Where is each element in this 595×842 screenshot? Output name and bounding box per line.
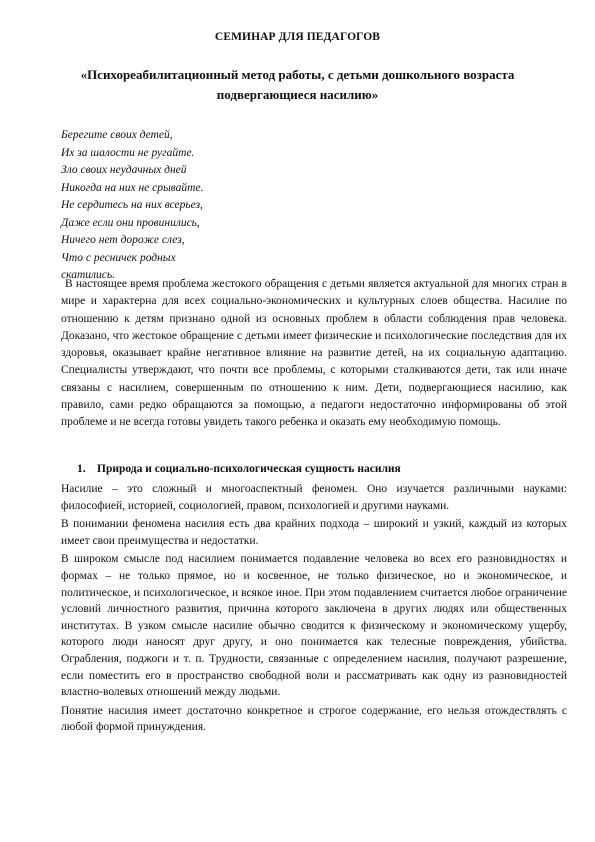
poem-line: Зло своих неудачных дней	[61, 164, 187, 176]
section-body	[61, 481, 567, 738]
body-paragraph: Понятие насилия имеет достаточно конкретное и строгое содержание, его нельзя отождествлять с любой формой принуждения.	[61, 704, 567, 734]
body-paragraph: В понимании феномена насилия есть два крайних подхода – широкий и узкий, каждый из которых имеет свои преимущества и недостатки.	[61, 518, 567, 547]
poem-line: скатились.	[61, 269, 115, 281]
poem-line: Берегите своих детей,	[61, 129, 173, 141]
section-number: 1.	[77, 463, 86, 475]
intro-paragraph: В настоящее время проблема жестокого обращения с детьми является актуальной для многих стран в мире и характерна для всех социально-экономических и культурных слоев общества. Насилие по отношению к детям признано одной из основных проблем в области соблюдения прав человека. Доказано, что жестокое обращение с детьми имеет физические и психологические последствия для их здоровья, оказывает крайне негативное влияние на развитие детей, на их социальную адаптацию. Специалисты утверждают, что почти все проблемы, с которыми сталкиваются дети, так или иначе связаны с насилием, совершенным по отношению к ним. Дети, подвергающиеся насилию, как правило, сами редко обращаются за помощью, а педагоги недостаточно информированы об этой проблеме и не всегда готовы увидеть такого ребенка и оказать ему необходимую помощь.	[61, 278, 567, 429]
poem-line: Даже если они провинились,	[61, 216, 200, 229]
document-subtitle: «Психореабилитационный метод работы, с детьми дошкольного возраста подвергающиеся насилию»	[80, 67, 515, 102]
body-paragraph: В широком смысле под насилием понимается подавление человека во всех его разновидностях и формах – не только прямое, но и косвенное, не только физическое, но и экономическое, и политическое, и психологическое, и всякое иное. При этом подавлением считается любое ограничение условий личностного развития, причина которого заключена в других людях или общественных институтах. В узком смысле насилие обычно сводится к физическому и экономическому ущербу, которого люди наносят друг другу, и оно понимается как телесные повреждения, убийства. Ограбления, поджоги и т. п. Трудности, связанные с определением насилия, получают разрешение, если поместить его в пространство свободной воли и рассматривать как одну из разновидностей властно-волевых отношений между людьми.	[61, 553, 567, 699]
poem-line: Их за шалости не ругайте.	[61, 146, 195, 159]
poem-line: Ничего нет дороже слез,	[61, 234, 185, 246]
poem-line: Никогда на них не срывайте.	[61, 181, 204, 194]
section-heading-text: Природа и социально-психологическая сущность насилия	[97, 463, 401, 475]
epigraph-poem	[61, 127, 291, 285]
body-paragraph: Насилие – это сложный и многоаспектный феномен. Оно изучается различными науками: философией, историей, социологией, правом, психологией и другими науками.	[61, 483, 567, 512]
poem-line: Что с ресничек родных	[61, 251, 176, 264]
section-heading	[77, 463, 401, 475]
page-title: СЕМИНАР ДЛЯ ПЕДАГОГОВ	[214, 31, 381, 43]
poem-line: Не сердитесь на них всерьез,	[61, 199, 203, 211]
